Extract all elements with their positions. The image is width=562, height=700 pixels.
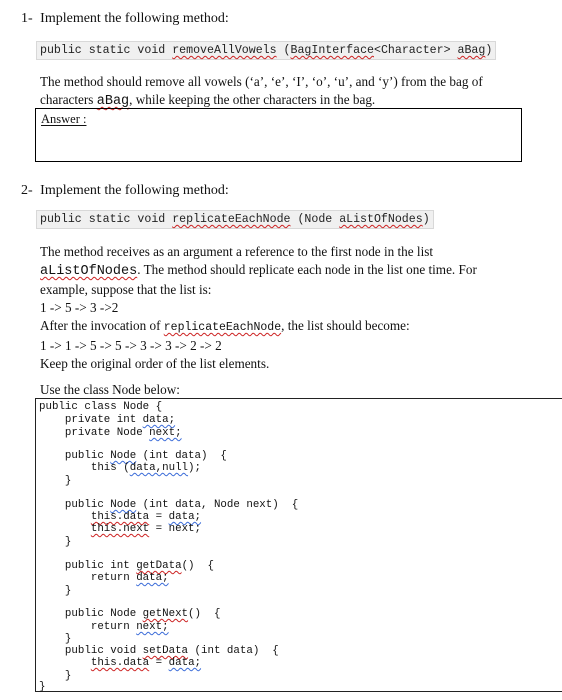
description-line: After the invocation of replicateEachNode, the list should become: (40, 318, 410, 334)
code-line: this.next = next; (90, 523, 202, 535)
code-block (35, 398, 562, 692)
code-line: public void setData (int data) { (39, 645, 279, 657)
inline-code: replicateEachNode (163, 321, 282, 334)
question-number: 1- (21, 11, 33, 26)
description-line: example, suppose that the list is: (40, 282, 212, 297)
param-name: aBag (457, 44, 486, 57)
code-line: public int getData() { (39, 560, 214, 572)
code-line: } (39, 681, 46, 693)
method-name: replicateEachNode (172, 213, 291, 226)
list-after: 1 -> 1 -> 5 -> 5 -> 3 -> 3 -> 2 -> 2 (40, 338, 222, 353)
code-line: } (39, 633, 72, 645)
code-line: return next; (39, 621, 169, 633)
code-line: } (39, 536, 72, 548)
list-before: 1 -> 5 -> 3 ->2 (40, 300, 119, 315)
code-line: } (39, 670, 72, 682)
code-line: private Node next; (39, 427, 182, 439)
inline-code: aBag (96, 94, 130, 109)
answer-box[interactable] (35, 108, 522, 162)
code-line: public Node (int data, Node next) { (39, 499, 299, 511)
answer-label: Answer : (41, 112, 87, 126)
code-line: this.data = data; (90, 511, 202, 523)
param-type: BagInterface (290, 44, 374, 57)
code-line: private int data; (39, 414, 176, 426)
question-1-description (40, 73, 540, 111)
code-line: this.data = data; (90, 657, 202, 669)
inline-code: aListOfNodes (40, 264, 138, 279)
code-line: } (39, 475, 72, 487)
description-line: The method receives as an argument a reference to the first node in the list (40, 244, 434, 259)
question-2-heading (21, 183, 229, 199)
question-heading: Implement the following method: (40, 11, 229, 26)
description-line: aListOfNodes. The method should replicate each node in the list one time. For (40, 262, 477, 279)
code-line: return data; (39, 572, 169, 584)
method-signature-1: public static void removeAllVowels (BagInterface<Character> aBag) (36, 41, 496, 60)
code-line: public Node (int data) { (39, 450, 227, 462)
code-line: public class Node { (39, 401, 163, 413)
question-number: 2- (21, 183, 33, 198)
method-signature-2: public static void replicateEachNode (Node aListOfNodes) (36, 210, 434, 229)
description-line: The method should remove all vowels (‘a’, ‘e’, ‘I’, ‘o’, ‘u’, and ‘y’) from the bag of (40, 74, 483, 89)
description-line: characters aBag, while keeping the other characters in the bag. (40, 92, 376, 109)
question-heading: Implement the following method: (40, 183, 229, 198)
description-line: Keep the original order of the list elements. (40, 356, 270, 371)
use-class-label: Use the class Node below: (40, 382, 180, 397)
param-name: aListOfNodes (339, 213, 423, 226)
code-line: this (data,null); (39, 462, 202, 474)
question-1-heading (21, 11, 229, 27)
code-line: } (39, 585, 72, 597)
method-name: removeAllVowels (172, 44, 277, 57)
code-line: public Node getNext() { (39, 608, 221, 620)
question-2-description (40, 243, 550, 373)
